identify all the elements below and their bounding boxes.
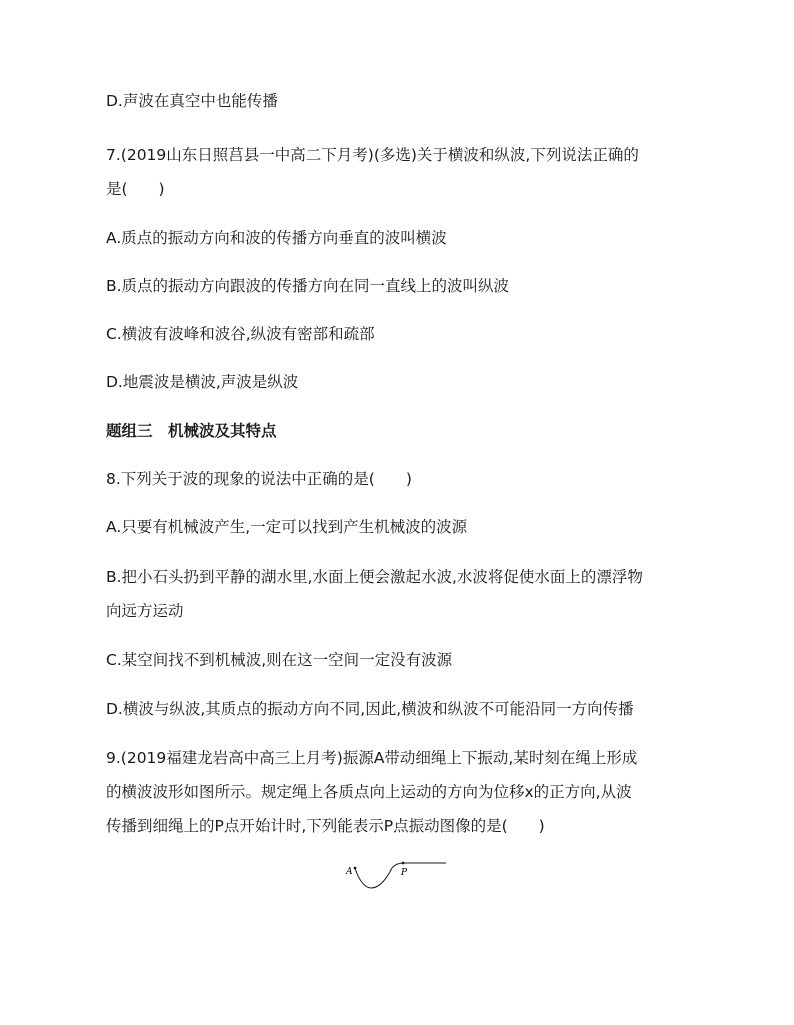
q8-option-b: B.把小石头扔到平静的湖水里,水面上便会激起水波,水波将促使水面上的漂浮物 bbox=[106, 568, 643, 586]
q8-option-d: D.横波与纵波,其质点的振动方向不同,因此,横波和纵波不可能沿同一方向传播 bbox=[106, 700, 634, 718]
q8-option-c: C.某空间找不到机械波,则在这一空间一定没有波源 bbox=[106, 651, 453, 669]
question-8-stem: 8.下列关于波的现象的说法中正确的是( ) bbox=[106, 470, 412, 488]
question-9-stem-cont1: 的横波波形如图所示。规定绳上各质点向上运动的方向为位移x的正方向,从波 bbox=[106, 783, 632, 801]
q7-option-b: B.质点的振动方向跟波的传播方向在同一直线上的波叫纵波 bbox=[106, 277, 510, 295]
q8-option-b-cont: 向远方运动 bbox=[106, 602, 184, 620]
label-p: P bbox=[401, 868, 408, 878]
label-a: A bbox=[346, 867, 353, 877]
question-7-stem: 7.(2019山东日照莒县一中高二下月考)(多选)关于横波和纵波,下列说法正确的 bbox=[106, 146, 639, 164]
wave-curve bbox=[355, 863, 404, 888]
q7-option-a: A.质点的振动方向和波的传播方向垂直的波叫横波 bbox=[106, 229, 447, 247]
q7-option-d: D.地震波是横波,声波是纵波 bbox=[106, 373, 299, 391]
question-9-stem: 9.(2019福建龙岩高中高三上月考)振源A带动细绳上下振动,某时刻在绳上形成 bbox=[106, 749, 638, 767]
question-9-stem-cont2: 传播到细绳上的P点开始计时,下列能表示P点振动图像的是( ) bbox=[106, 817, 545, 835]
line-d-q6: D.声波在真空中也能传播 bbox=[106, 92, 278, 110]
wave-figure bbox=[340, 858, 455, 898]
section-heading: 题组三 机械波及其特点 bbox=[106, 422, 277, 440]
q7-option-c: C.横波有波峰和波谷,纵波有密部和疏部 bbox=[106, 325, 375, 343]
point-p bbox=[402, 862, 405, 865]
question-7-stem-cont: 是( ) bbox=[106, 180, 165, 198]
q8-option-a: A.只要有机械波产生,一定可以找到产生机械波的波源 bbox=[106, 518, 468, 536]
